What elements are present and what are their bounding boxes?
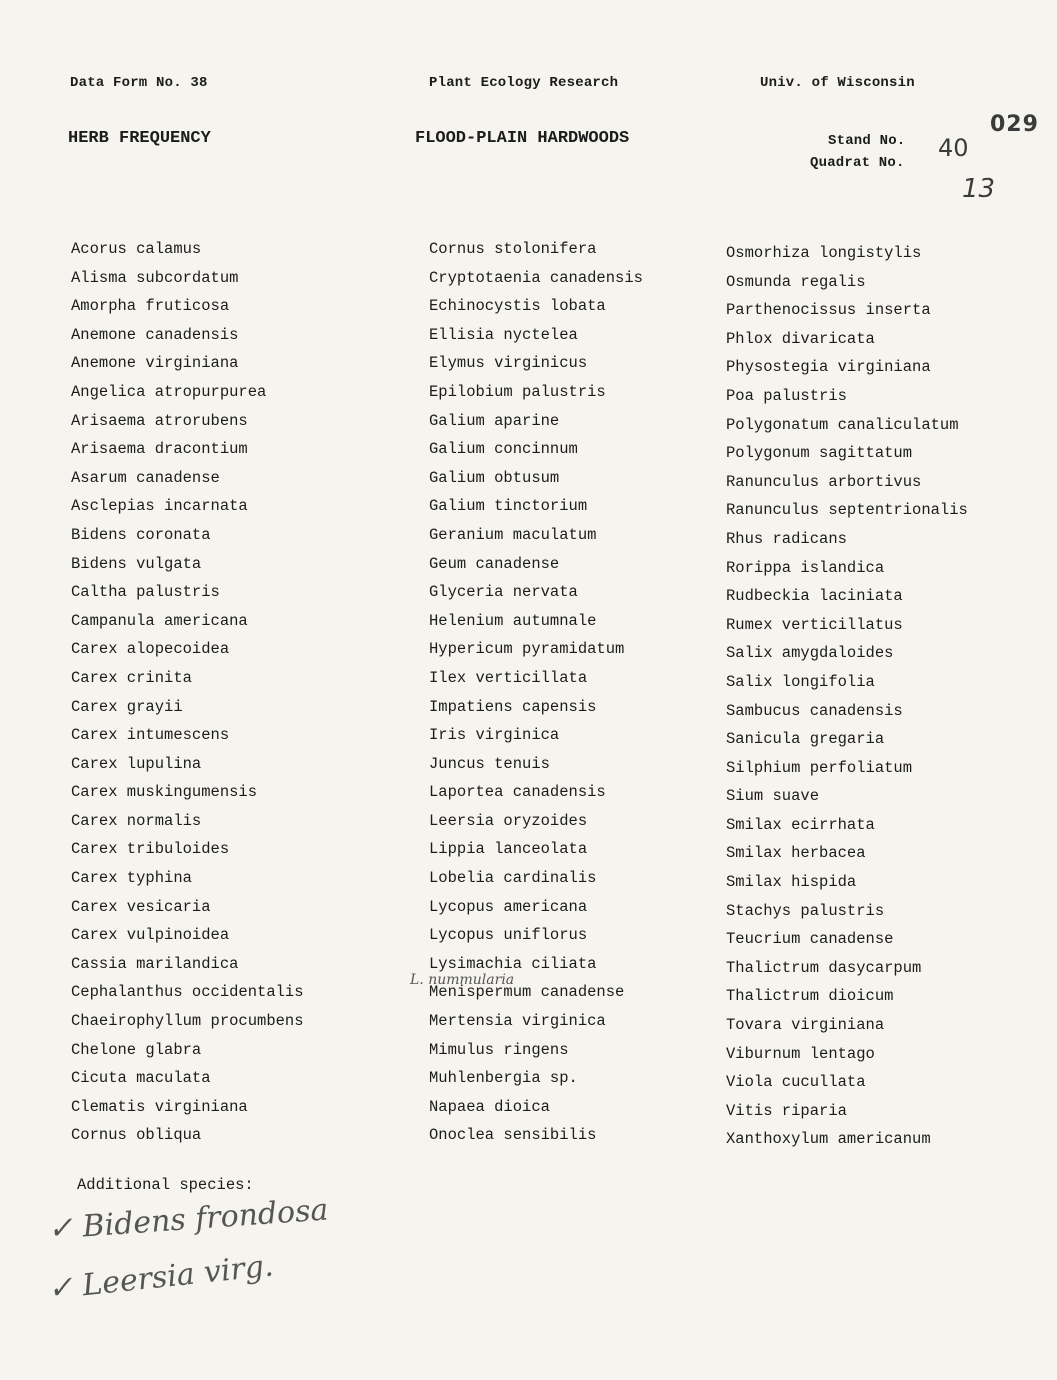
university: Univ. of Wisconsin	[760, 75, 915, 91]
species-item: Elymus virginicus	[429, 354, 588, 373]
species-item: Angelica atropurpurea	[71, 382, 267, 401]
species-item: Anemone virginiana	[71, 354, 239, 373]
herb-frequency-title: HERB FREQUENCY	[68, 129, 211, 148]
species-item: Mimulus ringens	[429, 1040, 569, 1059]
species-item: Smilax herbacea	[726, 844, 866, 863]
species-item: Amorpha fruticosa	[71, 297, 230, 316]
species-item: Arisaema atrorubens	[71, 411, 248, 430]
species-item: Salix amygdaloides	[726, 644, 894, 663]
handwritten-insertion: L. nummularia	[410, 972, 515, 988]
species-item: Echinocystis lobata	[429, 297, 606, 316]
species-item: Smilax hispida	[726, 873, 857, 892]
species-item: Geranium maculatum	[429, 525, 597, 544]
quadrat-number: 13	[962, 174, 996, 204]
species-item: Arisaema dracontium	[71, 440, 248, 459]
species-item: Sium suave	[726, 787, 820, 806]
species-item: Rorippa islandica	[726, 558, 885, 577]
species-item: Carex typhina	[71, 869, 192, 888]
species-item: Onoclea sensibilis	[429, 1126, 597, 1145]
species-item: Carex tribuloides	[71, 840, 230, 859]
stand-suffix: 029	[990, 112, 1039, 137]
species-item: Ranunculus septentrionalis	[726, 501, 968, 520]
species-item: Carex intumescens	[71, 726, 230, 745]
stand-number: 40	[938, 134, 969, 162]
species-item: Leersia oryzoides	[429, 811, 588, 830]
species-item: Tovara virginiana	[726, 1016, 885, 1035]
species-item: Cassia marilandica	[71, 954, 239, 973]
species-item: Glyceria nervata	[429, 583, 578, 602]
species-item: Ellisia nyctelea	[429, 325, 578, 344]
species-item: Lippia lanceolata	[429, 840, 588, 859]
species-item: Hypericum pyramidatum	[429, 640, 625, 659]
species-item: Asarum canadense	[71, 468, 220, 487]
species-item: Rudbeckia laciniata	[726, 587, 903, 606]
species-item: Campanula americana	[71, 611, 248, 630]
species-column-2	[429, 239, 643, 1154]
species-item: Acorus calamus	[71, 240, 202, 258]
species-item: Thalictrum dasycarpum	[726, 958, 922, 977]
species-item: Cephalanthus occidentalis	[71, 983, 304, 1002]
species-item: Carex vulpinoidea	[71, 926, 230, 945]
species-item: Clematis virginiana	[71, 1097, 248, 1116]
species-item: Epilobium palustris	[429, 382, 606, 401]
species-item: Sambucus canadensis	[726, 701, 903, 720]
species-item: Carex normalis	[71, 811, 202, 830]
species-item: Cryptotaenia canadensis	[429, 268, 643, 287]
species-item: Stachys palustris	[726, 901, 885, 920]
species-item: Carex crinita	[71, 668, 192, 687]
additional-species-2: ✓ Leersia virg.	[46, 1248, 276, 1307]
species-item: Vitis riparia	[726, 1101, 847, 1120]
species-item: Smilax ecirrhata	[726, 815, 875, 834]
species-item: Menispermum canadense	[429, 983, 625, 1002]
species-item: Teucrium canadense	[726, 930, 894, 949]
species-item: Lycopus americana	[429, 897, 588, 916]
species-item: Ranunculus arbortivus	[726, 472, 922, 491]
species-item: Sanicula gregaria	[726, 730, 885, 749]
species-item: Napaea dioica	[429, 1097, 550, 1116]
species-item: Thalictrum dioicum	[726, 987, 894, 1006]
species-item: Anemone canadensis	[71, 325, 239, 344]
species-item: Rhus radicans	[726, 529, 847, 548]
species-item: Ilex verticillata	[429, 668, 588, 687]
species-item: Galium aparine	[429, 411, 560, 430]
species-column-3	[726, 243, 968, 1158]
species-item: Carex lupulina	[71, 754, 202, 773]
species-item: Galium tinctorium	[429, 497, 588, 516]
additional-species-1: ✓ Bidens frondosa	[46, 1192, 330, 1247]
species-item: Caltha palustris	[71, 583, 220, 602]
species-item: Carex grayii	[71, 697, 183, 716]
species-item: Mertensia virginica	[429, 1012, 606, 1031]
species-item: Helenium autumnale	[429, 611, 597, 630]
species-item: Cicuta maculata	[71, 1069, 211, 1088]
species-item: Physostegia virginiana	[726, 358, 931, 377]
species-item: Asclepias incarnata	[71, 497, 248, 516]
additional-species-label: Additional species:	[77, 1176, 254, 1194]
research-title: Plant Ecology Research	[429, 75, 619, 91]
species-item: Carex alopecoidea	[71, 640, 230, 659]
stand-label: Stand No.	[828, 133, 906, 149]
species-item: Viburnum lentago	[726, 1044, 875, 1063]
species-item: Galium obtusum	[429, 468, 560, 487]
species-item: Galium concinnum	[429, 440, 578, 459]
species-item: Osmorhiza longistylis	[726, 244, 922, 262]
species-item: Carex vesicaria	[71, 897, 211, 916]
species-item: Polygonum sagittatum	[726, 444, 913, 463]
species-item: Lobelia cardinalis	[429, 869, 597, 888]
species-item: Alisma subcordatum	[71, 268, 239, 287]
species-item: Xanthoxylum americanum	[726, 1130, 931, 1149]
species-item: Cornus obliqua	[71, 1126, 202, 1145]
species-item: Silphium perfoliatum	[726, 758, 913, 777]
species-item: Lycopus uniflorus	[429, 926, 588, 945]
species-item: Poa palustris	[726, 386, 847, 405]
form-number: Data Form No. 38	[70, 75, 208, 91]
species-item: Muhlenbergia sp.	[429, 1069, 578, 1088]
species-item: Rumex verticillatus	[726, 615, 903, 634]
species-item: Salix longifolia	[726, 672, 875, 691]
species-column-1	[71, 239, 304, 1154]
species-item: Juncus tenuis	[429, 754, 550, 773]
species-item: Carex muskingumensis	[71, 783, 258, 802]
species-item: Parthenocissus inserta	[726, 301, 931, 320]
species-item: Geum canadense	[429, 554, 560, 573]
species-item: Viola cucullata	[726, 1073, 866, 1092]
species-item: Lysimachia ciliata	[429, 954, 597, 973]
species-item: Osmunda regalis	[726, 272, 866, 291]
quadrat-label: Quadrat No.	[810, 155, 905, 171]
community-title: FLOOD-PLAIN HARDWOODS	[415, 129, 630, 148]
species-item: Laportea canadensis	[429, 783, 606, 802]
species-item: Cornus stolonifera	[429, 240, 597, 258]
species-item: Chaeirophyllum procumbens	[71, 1012, 304, 1031]
species-item: Bidens coronata	[71, 525, 211, 544]
species-item: Phlox divaricata	[726, 329, 875, 348]
species-item: Polygonatum canaliculatum	[726, 415, 959, 434]
species-item: Iris virginica	[429, 726, 560, 745]
species-item: Chelone glabra	[71, 1040, 202, 1059]
species-item: Bidens vulgata	[71, 554, 202, 573]
species-item: Impatiens capensis	[429, 697, 597, 716]
